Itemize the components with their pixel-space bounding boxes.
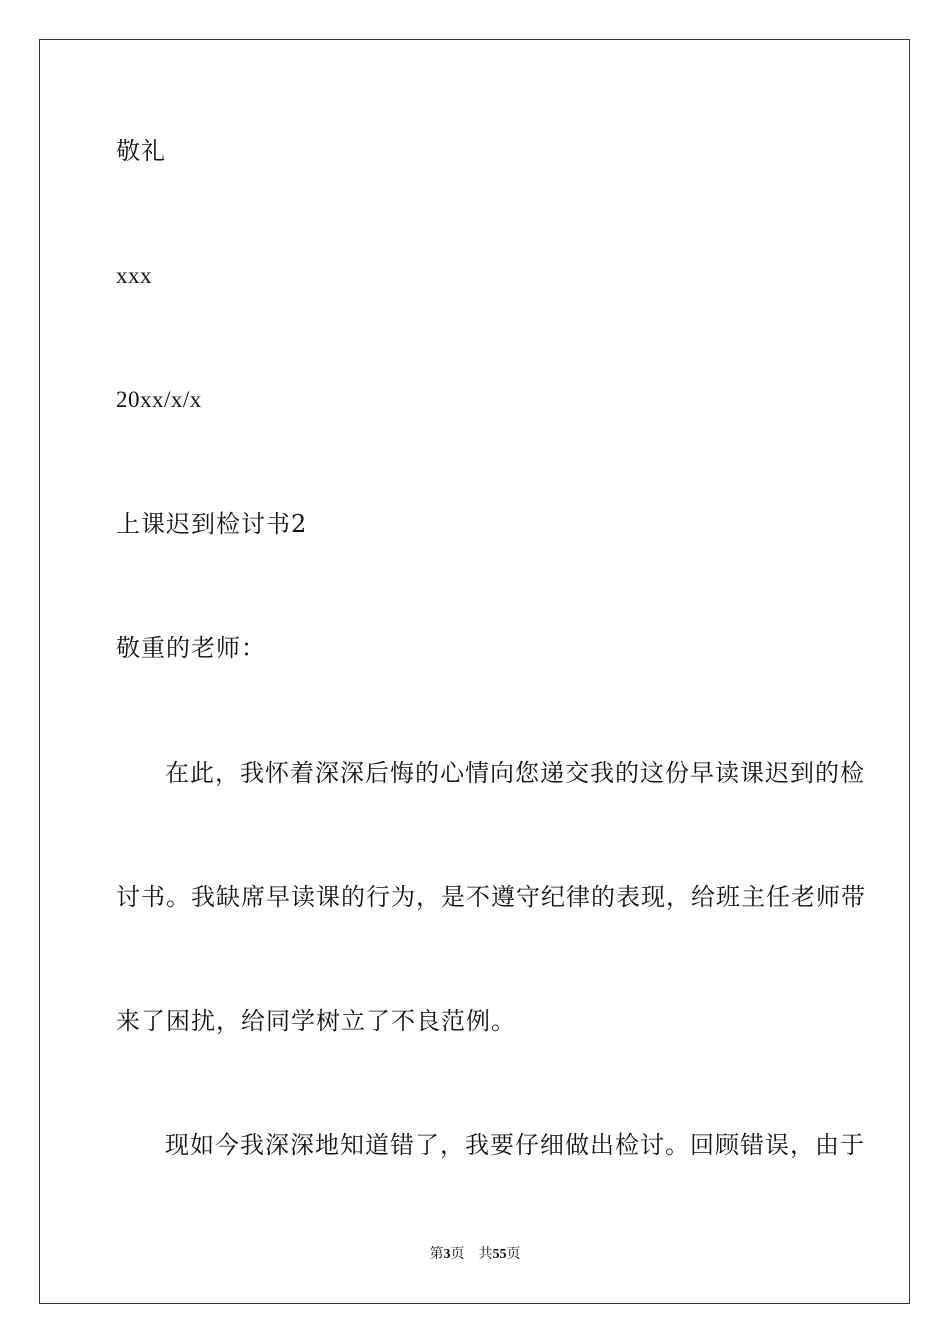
- body-paragraph-1-line-3: 来了困扰，给同学树立了不良范例。: [116, 1007, 516, 1035]
- body-paragraph-1-line-2: 讨书。我缺席早读课的行为，是不遵守纪律的表现，给班主任老师带: [116, 883, 866, 911]
- closing-salutation: 敬礼: [116, 137, 166, 165]
- section-title: 上课迟到检讨书2: [116, 510, 308, 538]
- footer-page-prefix: 第: [429, 1247, 444, 1262]
- greeting: 敬重的老师：: [116, 634, 266, 662]
- footer-total-prefix: 共: [478, 1247, 493, 1262]
- signature-date: 20xx/x/x: [116, 387, 202, 412]
- body-paragraph-1-line-1: 在此，我怀着深深后悔的心情向您递交我的这份早读课迟到的检: [165, 759, 865, 787]
- footer-page-number: 3: [443, 1247, 451, 1262]
- signature-name: xxx: [116, 263, 152, 288]
- footer-total-suffix: 页: [506, 1247, 521, 1262]
- footer-total-pages: 55: [492, 1247, 507, 1262]
- body-paragraph-2-line-1: 现如今我深深地知道错了，我要仔细做出检讨。回顾错误，由于: [165, 1131, 865, 1159]
- footer-page-suffix: 页: [450, 1247, 465, 1262]
- page-frame: [39, 39, 910, 1304]
- page-footer: [0, 1245, 950, 1265]
